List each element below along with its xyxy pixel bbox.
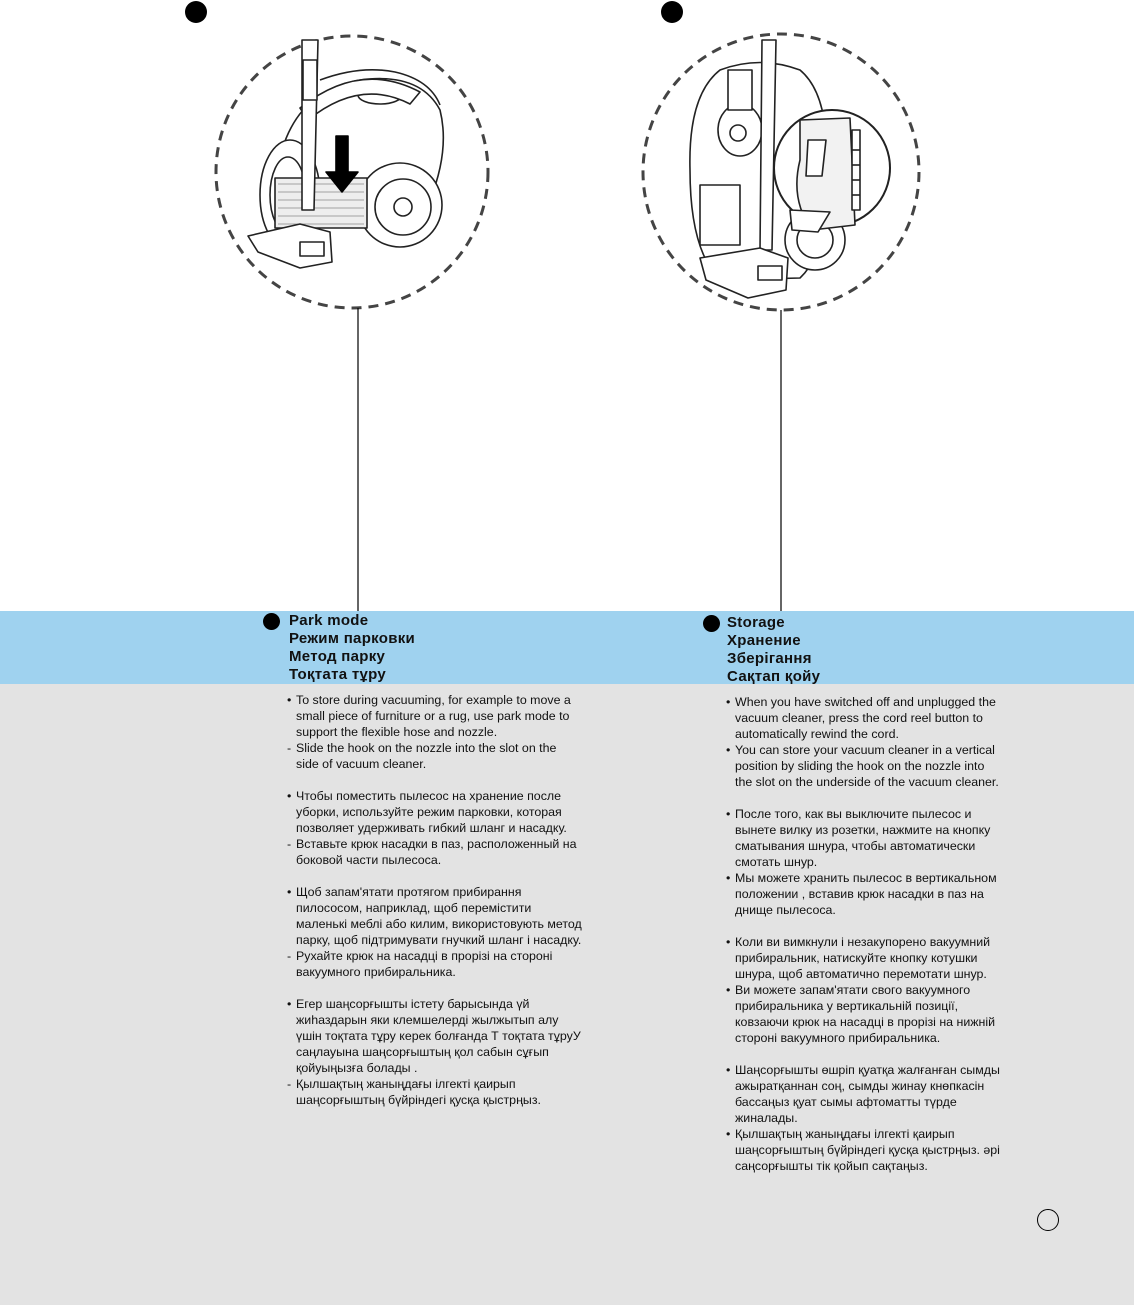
list-item: • Егер шаңсорғышты істету барысында үй жиһаздарын яки клемшелерді жылжытып алу үшін тоқтата тұру керек болғанда Т тоқтата тұруУ саңлауына шаңсорғыштың қол сабын сұғып қойуыңызға болады . — [287, 997, 581, 1075]
list-item: • Коли ви вимкнули і незакупорено вакуумний прибиральник, натискуйте кнопку котушки шнура, щоб автоматично перемотати шнур. — [726, 935, 991, 981]
text-group-kk — [726, 1062, 1002, 1174]
list-item: • Қылшақтың жаныңдағы ілгекті қаирып шаңсорғыштың бүйріндегі қусқа қыстрңыз. әрі саңсорғышты тік қойып сақтаңыз. — [726, 1127, 1000, 1173]
text-group-ru — [726, 806, 1002, 918]
list-item: • После того, как вы выключите пылесос и вынете вилку из розетки, нажмите на кнопку сматывания шнура, чтобы автоматически смотать шнур. — [726, 807, 991, 869]
list-item: • You can store your vacuum cleaner in a vertical position by sliding the hook on the nozzle into the slot on the underside of the vacuum cleaner. — [726, 743, 999, 789]
park-mode-illustration — [216, 36, 488, 308]
heading-kk: Тоқтата тұру — [289, 666, 387, 683]
storage-bullet — [703, 615, 720, 632]
heading-ru: Режим парковки — [289, 630, 416, 647]
text-group-en — [726, 694, 1002, 790]
heading-kk: Сақтап қойу — [727, 668, 821, 685]
park-mode-text — [287, 692, 582, 1124]
list-item: • Мы можете хранить пылесос в вертикальном положении , вставив крюк насадки в паз на днище пылесоса. — [726, 871, 997, 917]
storage-text — [726, 694, 1002, 1190]
step-marker-right — [661, 1, 683, 23]
list-item: • When you have switched off and unplugged the vacuum cleaner, press the cord reel button to automatically rewind the cord. — [726, 695, 996, 741]
list-item: • Шаңсорғышты өшріп қуатқа жалғанған сымды ажыратқаннан соң, сымды жинау кнөпкасін бассаңыз қуат сымы афтоматты түрде жиналады. — [726, 1063, 1000, 1125]
heading-en: Park mode — [289, 612, 369, 629]
list-item: • To store during vacuuming, for example to move a small piece of furniture or a rug, use park mode to support the flexible hose and nozzle. — [287, 693, 571, 739]
heading-en: Storage — [727, 614, 785, 631]
page-number-circle — [1037, 1209, 1059, 1231]
text-group-en — [287, 692, 582, 772]
step-marker-left — [185, 1, 207, 23]
list-item: - Қылшақтың жаныңдағы ілгекті қаирып шаңсорғыштың бүйріндегі қусқа қыстрңыз. — [287, 1077, 541, 1107]
list-item: • Щоб запам'ятати протягом прибирання пилососом, наприклад, щоб перемістити маленькі меблі або килим, використовують метод парку, щоб підтримувати гнучкий шланг і насадку. — [287, 885, 582, 947]
text-group-uk — [726, 934, 1002, 1046]
park-mode-headings — [289, 612, 415, 684]
list-item: - Рухайте крюк на насадці в прорізі на стороні вакуумного прибиральника. — [287, 949, 553, 979]
list-item: - Slide the hook on the nozzle into the slot on the side of vacuum cleaner. — [287, 741, 557, 771]
text-group-uk — [287, 884, 582, 980]
list-item: • Чтобы поместить пылесос на хранение после уборки, используйте режим парковки, которая позволяет удерживать гибкий шланг и насадку. — [287, 789, 567, 835]
text-group-ru — [287, 788, 582, 868]
illustrations — [0, 0, 1134, 611]
list-item: • Ви можете запам'ятати свого вакуумного прибиральника у вертикальній позиції, ковзаючи крюк на насадці в прорізі на нижній стороні вакуумного прибиральника. — [726, 983, 996, 1045]
storage-headings — [727, 614, 820, 686]
section-header-band — [0, 611, 1134, 684]
storage-illustration — [643, 34, 919, 310]
list-item: - Вставьте крюк насадки в паз, расположенный на боковой части пылесоса. — [287, 837, 577, 867]
park-mode-bullet — [263, 613, 280, 630]
heading-ru: Хранение — [727, 632, 801, 649]
heading-uk: Зберігання — [727, 650, 812, 667]
heading-uk: Метод парку — [289, 648, 386, 665]
text-group-kk — [287, 996, 582, 1108]
